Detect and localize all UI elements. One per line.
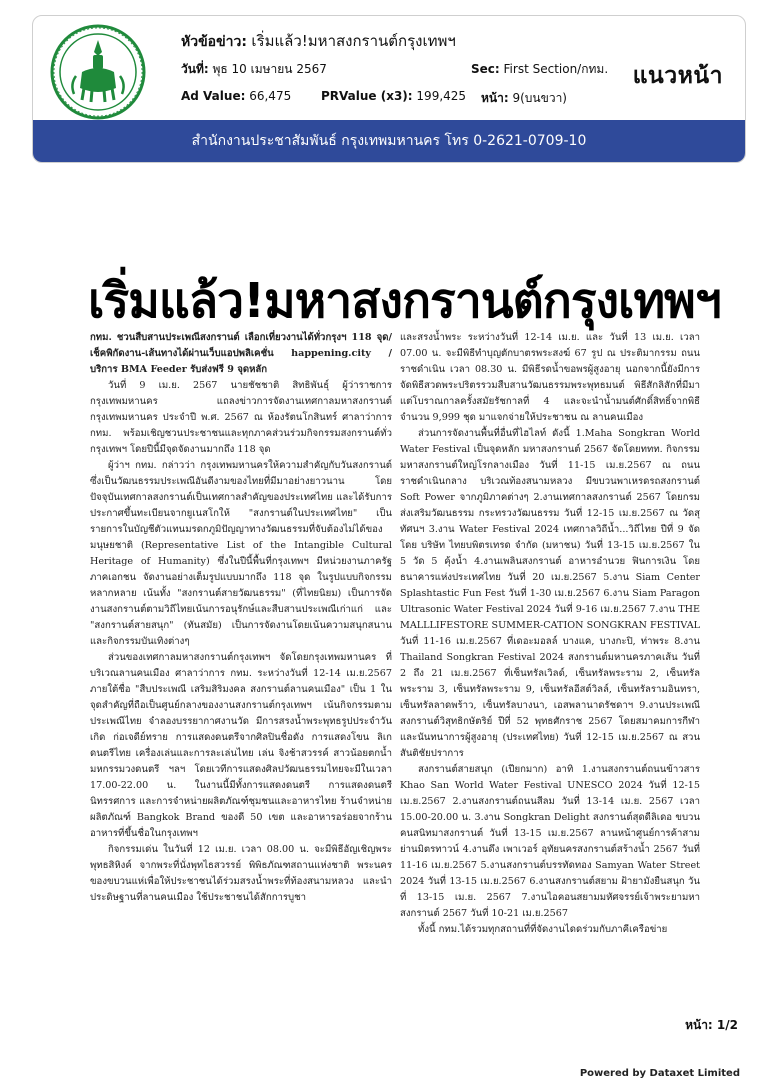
pr-label: PRValue (x3): xyxy=(321,89,413,103)
article-paragraph: วันที่ 9 เม.ย. 2567 นายชัชชาติ สิทธิพันธุ์ ผู้ว่าราชการกรุงเทพมหานคร แถลงข่าวการจัดงานเทศกาลมหาสงกรานต์กรุงเทพมหานคร ประจำปี พ.ศ. 2567 ณ ห้องรัตนโกสินทร์ ศาลาว่าการ กทม. พร้อมเชิญชวนประชาชนและทุกภาคส่วนร่วมกิจกรรมสงกรานต์ทั่วกรุงเทพฯ โดยปีนี้มีจุดจัดงานมากถึง 118 จุด xyxy=(90,380,392,455)
page-value: 9(บนขวา) xyxy=(512,91,567,105)
sec-value: First Section/กทม. xyxy=(503,62,609,76)
article-paragraph: ทั้งนี้ กทม.ได้รวมทุกสถานที่ที่จัดงานไดดร่วมกับภาคีเครือข่าย xyxy=(418,924,668,935)
sec-label: Sec: xyxy=(471,62,500,76)
page-meta xyxy=(481,89,567,108)
title-value: เริ่มแล้ว!มหาสงกรานต์กรุงเทพฯ xyxy=(251,32,456,50)
section-meta xyxy=(471,60,608,79)
headline-meta xyxy=(181,29,456,53)
article-paragraph: ผู้ว่าฯ กทม. กล่าวว่า กรุงเทพมหานครให้ความสำคัญกับวันสงกรานต์ซึ่งเป็นวัฒนธรรมประเพณีอันดีงามของไทยที่มีมาอย่างยาวนาน โดยปัจจุบันเทศกาลสงกรานต์เป็นเทศกาลสำคัญของประเทศไทย และได้รับการประกาศขึ้นทะเบียนจากยูเนสโกให้ "สงกรานต์ในประเทศไทย" เป็นรายการในบัญชีตัวแทนมรดกภูมิปัญญาทางวัฒนธรรมที่จับต้องไม่ได้ของมนุษยชาติ (Representative List of the Intangible Cultural Heritage of Humanity) ซึ่งในปีนี้พื้นที่กรุงเทพฯ มีหน่วยงานภาครัฐ ภาคเอกชน จัดงานอย่างเต็มรูปแบบมากถึง 118 จุด ในรูปแบบกิจกรรมหลากหลาย เน้นทั้ง "สงกรานต์สายวัฒนธรรม" (ที่ไทยนิยม) เป็นการจัดงานสงกรานต์ตามวิถีไทยเน้นการอนุรักษ์และสืบสานประเพณีเก่าแก่ และ "สงกรานต์สายสนุก" (ทันสมัย) เป็นการจัดงานโดยเน้นความสนุกสนานและกิจกรรมบันเทิงต่างๆ xyxy=(90,460,392,647)
date-meta xyxy=(181,60,327,79)
pr-value: 199,425 xyxy=(416,89,467,103)
ad-value-meta xyxy=(181,89,291,103)
newspaper-name: แนวหน้า xyxy=(632,63,723,89)
article-lead: กทม. ชวนสืบสานประเพณีสงกรานต์ เลือกเที่ยวงานได้ทั่วกรุงฯ 118 จุด/เช็คพิกัดงาน-เส้นทางได้ผ่านเว็บแอปพลิเคชั่น happening.city / บริการ BMA Feeder รับส่งฟรี 9 จุดหลัก xyxy=(90,332,392,375)
ad-value: 66,475 xyxy=(249,89,292,103)
article-paragraph: ส่วนการจัดงานพื้นที่อื่นที่ไฮไลท์ ดังนี้ 1.Maha Songkran World Water Festival เป็นจุดหลัก มหาสงกรานต์ 2567 จัดโดยททท. กิจกรรมมหาสงกรานต์ใหญ่โรกลางเมือง วันที่ 11-15 เม.ย.2567 ณ ถนนราชดำเนินกลาง บริเวณท้องสนามหลวง มีขบวนพาเหรดรถสงกรานต์ Soft Power จากภูมิภาคต่างๆ 2.งานเทศกาลสงกรานต์ 2567 โดยกรมส่งเสริมวัฒนธรรม กระทรวงวัฒนธรรม วันที่ 12-15 เม.ย.2567 ณ วัดสุทัศนฯ 3.งาน Water Festival 2024 เทศกาลวิถีน้ำ...วิถีไทย ปีที่ 9 จัดโดย บริษัท ไทยบพิตรเทรด จำกัด (มหาชน) วันที่ 13-15 เม.ย.2567 ใน 5 วัด 5 คุ้งน้ำ 4.งานเพลินสงกรานต์ อาหารอำนวย ฟินการเงิน โดยธนาคารแห่งประเทศไทย วันที่ 20 เม.ย.2567 5.งาน Siam Center Splashtastic Fun Fest วันที่ 1-30 เม.ย.2567 6.งาน Siam Paragon Ultrasonic Water Festival 2024 วันที่ 9-16 เม.ย.2567 7.งาน THE MALLLIFESTORE SUMMER-CATION SONGKRAN FESTIVAL วันที่ 11-16 เม.ย.2567 ที่เดอะมอลล์ บางแค, บางกะปิ, ท่าพระ 8.งาน Thailand Songkran Festival 2024 สงกรานต์มหานครภาคเส้น วันที่ 2 ถึง 21 เม.ย.2567 ที่เซ็นทรัลเวิลด์, เซ็นทรัลพระราม 2, เซ็นทรัลพระราม 3, เซ็นทรัลพระราม 9, เซ็นทรัลอีสต์วิลล์, เซ็นทรัลรามอินทรา, เซ็นทรัลลาดพร้าว, เซ็นทรัลบางนา, เอสพลานาดรัชดาฯ 9.งานประเพณีสงกรานต์วิสุทธิกษัตริย์ ปีที่ 52 พุทธศักราช 2567 โดยสมาคมการกีฬาและนันทนาการผู้สูงอายุ (ประเทศไทย) วันที่ 12-15 เม.ย.2567 ณ สวนสันติชัยปราการ xyxy=(400,428,700,759)
article-paragraph: ส่วนของเทศกาลมหาสงกรานต์กรุงเทพฯ จัดโดยกรุงเทพมหานคร ที่บริเวณลานคนเมือง ศาลาว่าการ กทม. ระหว่างวันที่ 12-14 เม.ย.2567 ภายใต้ชื่อ "สืบประเพณี เสริมสิริมงคล สงกรานต์ลานคนเมือง" เป็น 1 ในจุดสำคัญที่ถือเป็นศูนย์กลางของงานสงกรานต์กรุงเทพฯ เน้นกิจกรรมตามประเพณีไทย จำลองบรรยากาศงานวัด มีการสรงน้ำพระพุทธรูปประจำวันเกิด ก่อเจดีย์ทราย การแสดงดนตรีจากศิลปินชื่อดัง การแสดงโขน ลิเก ดนตรีไทย เครื่องเล่นและการละเล่นไทย เล่น จิงช้าสวรรค์ สาวน้อยตกน้ำ มหกรรมวงดนตรี ฯลฯ โดยเวทีการแสดงศิลปวัฒนธรรมไทยจะมีในเวลา 17.00-22.00 น. ในงานนี้มีทั้งการแสดงดนตรี การแสดงดนตรี นิทรรศการ และการจำหน่ายผลิตภัณฑ์ชุมชนและอาหารไทย ร้านจำหน่ายผลิตภัณฑ์ Bangkok Brand ของดี 50 เขต และอาหารอร่อยจากร้านอาหารที่ขึ้นชื่อในกรุงเทพฯ xyxy=(90,652,392,839)
article-paragraph: กิจกรรมเด่น ในวันที่ 12 เม.ย. เวลา 08.00 น. จะมีพิธีอัญเชิญพระพุทธสิหิงค์ จากพระที่นั่งพุทไธสวรรย์ พิพิธภัณฑสถานแห่งชาติ พระนคร ของขบวนแห่เพื่อให้ประชาชนได้ร่วมสรงน้ำพระที่ท้องสนามหลวง และนำประดิษฐานที่ลานคนเมือง ใช้ประชาชนได้สักการบูชา xyxy=(90,844,392,903)
article-paragraph: และสรงน้ำพระ ระหว่างวันที่ 12-14 เม.ย. และ วันที่ 13 เม.ย. เวลา 07.00 น. จะมีพิธีทำบุญตักบาตรพระสงฆ์ 67 รูป ณ ประติมากรรม ถนน ราชดำเนิน เวลา 08.30 น. มีพิธีรดน้ำขอพรผู้สูงอายุ นอกจากนี้ยังมีการจัดพิธีสวดพระปริตรรวมสืบสานวัฒนธรรมพระพุทธมนต์ พิธีสักลิสักที่มีมาแต่โบราณกาลครั้งสมัยรัชกาลที่ 4 และจะนำน้ำมนต์ศักดิ์สิทธิ์จากพิธีจำนวน 9,999 ชุด มาแจกจ่ายให้ประชาชน ณ ลานคนเมือง xyxy=(400,332,700,423)
ad-label: Ad Value: xyxy=(181,89,246,103)
article-paragraph: สงกรานต์สายสนุก (เปียกมาก) อาทิ 1.งานสงกรานต์ถนนข้าวสาร Khao San World Water Festival UNESCO 2024 วันที่ 12-15 เม.ย.2567 2.งานสงกรานต์ถนนสีลม วันที่ 13-14 เม.ย. 2567 เวลา 15.00-20.00 น. 3.งาน Songkran Delight สงกรานต์สุดดีลิเดอ ขบวนคนสนิทมาสงกรานต์ วันที่ 13-15 เม.ย.2567 ลานหน้าศูนย์การค้าสามย่านมิตรทาวน์ 4.งานดึง เพาเวอร์ อุทัยนครสงกรานต์สร้างน้ำ 2567 วันที่ 11-16 เม.ย.2567 5.งานสงกรานต์บรรทัดทอง Samyan Water Street 2024 วันที่ 13-15 เม.ย.2567 6.งานสงกรานต์สยาม ฝ้ายามังยืนสนุก วันที่ 13-15 เม.ย. 2567 7.งานไอคอนสยามมหัศจรรย์เจ้าพระยามหาสงกรานต์ 2567 วันที่ 10-21 เม.ย.2567 xyxy=(400,764,700,919)
powered-by: Powered by Dataxet Limited xyxy=(579,1068,740,1079)
article-column-right xyxy=(400,330,700,938)
page-number: หน้า: 1/2 xyxy=(685,1018,738,1032)
agency-contact-bar: สำนักงานประชาสัมพันธ์ กรุงเทพมหานคร โทร 0-2621-0709-10 xyxy=(33,120,745,162)
pr-value-meta xyxy=(321,89,466,103)
news-clip-header xyxy=(32,15,746,163)
article-column-left xyxy=(90,330,392,906)
page-label: หน้า: xyxy=(481,91,509,105)
title-label: หัวข้อข่าว: xyxy=(181,34,247,50)
date-value: พุธ 10 เมษายน 2567 xyxy=(212,62,327,76)
date-label: วันที่: xyxy=(181,62,209,76)
article-headline: เริ่มแล้ว!มหาสงกรานต์กรุงเทพฯ xyxy=(88,273,721,329)
bangkok-seal-icon xyxy=(46,22,150,122)
